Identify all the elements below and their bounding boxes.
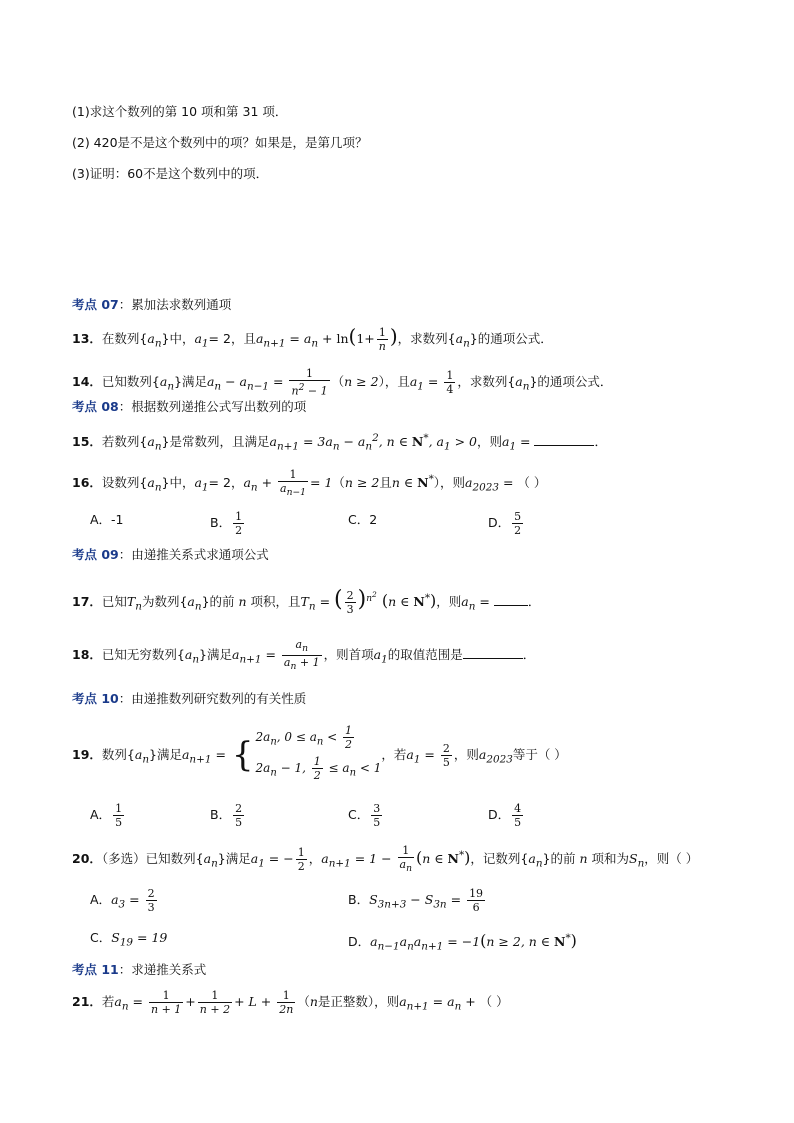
part-1: (1)求这个数列的第 10 项和第 31 项． (72, 104, 288, 119)
question-17: 17．已知$T_n$为数列$\{a_n\}$的前 n 项积，且$T_n$ = ( $\frac{2}{3}$ )$^{n^2}$ (n ∈ N*)，则$a_n$ = ． (72, 587, 541, 617)
q16-option-d[interactable]: D． $\frac{5}{2}$ (488, 510, 522, 537)
question-15: 15．若数列$\{a_n\}$是常数列，且满足$a_{n+1} = 3a_n - a_n^2$, n ∈ N*, $a_1 > 0$，则$a_1$ = ． (72, 432, 607, 453)
question-20: 20．（多选）已知数列$\{a_n\}$满足$a_1$ = − $\frac{1}{2}$ ，$a_{n+1} = 1$ − $\frac{1}{a_n}$ (n ∈ N*)，记数列$\{a_n\}$的前 n 项和为$S_n$，则（ ） (72, 844, 699, 875)
question-14: 14．已知数列$\{a_n\}$满足$a_n - a_{n-1}$ = $\frac{1}{n^2 - 1}$ （n ≥ 2），且$a_1$ = $\frac{1}{4}$ ，求数列$\{a_n\}$的通项公式． (72, 367, 613, 398)
section-07: 考点 07：累加法求数列通项 (72, 297, 232, 312)
q19-option-b[interactable]: B． $\frac{2}{5}$ (210, 802, 243, 829)
question-21: 21．若$a_n$ = $\frac{1}{n + 1}$ + $\frac{1}{n + 2}$ + L + $\frac{1}{2n}$ （n是正整数），则$a_{n+1} = a_n$ + （ ） (72, 989, 509, 1016)
section-09: 考点 09：由递推关系式求通项公式 (72, 547, 269, 562)
q16-option-a[interactable]: A．-1 (90, 512, 124, 527)
section-08: 考点 08：根据数列递推公式写出数列的项 (72, 399, 307, 414)
q20-option-b[interactable]: B．$S_{3n+3} - S_{3n}$ = $\frac{19}{6}$ (348, 887, 484, 914)
part-3: (3)证明：60不是这个数列中的项． (72, 166, 269, 181)
q19-option-d[interactable]: D． $\frac{4}{5}$ (488, 802, 522, 829)
question-19: 19．数列$\{a_n\}$满足$a_{n+1}$ = { $2a_n$, $0 \le a_n$ < $\frac{1}{2}$ $2a_n - 1$, $\frac{1}{2}$ ≤ $a_n < 1$ ，若$a_1$ = $\frac{2}{5}$ ，则$a_{2023}$等于（ ） (72, 724, 567, 783)
q16-option-b[interactable]: B． $\frac{1}{2}$ (210, 510, 243, 537)
q19-option-c[interactable]: C． $\frac{3}{5}$ (348, 802, 381, 829)
section-11: 考点 11：求递推关系式 (72, 962, 207, 977)
q16-option-c[interactable]: C．2 (348, 512, 378, 527)
answer-blank[interactable] (494, 593, 528, 606)
answer-blank[interactable] (463, 646, 523, 659)
q20-option-d[interactable]: D．$a_{n-1}a_na_{n+1} = -1(n \ge 2$, n ∈ N*) (348, 931, 577, 953)
q20-option-a[interactable]: A．$a_3$ = $\frac{2}{3}$ (90, 887, 155, 914)
question-16: 16．设数列$\{a_n\}$中，$a_1= 2$，$a_n$ + $\frac{1}{a_{n-1}}$ = 1（n ≥ 2且n ∈ N*），则$a_{2023}$ = （ ） (72, 468, 547, 499)
question-13: 13．在数列$\{a_n\}$中，$a_1= 2$，且$a_{n+1} = a_n + \ln(1+$ $\frac{1}{n}$ )，求数列$\{a_n\}$的通项公式． (72, 324, 553, 353)
q20-option-c[interactable]: C．$S_{19} = 19$ (90, 930, 168, 949)
question-18: 18．已知无穷数列$\{a_n\}$满足$a_{n+1}$ = $\frac{a_n}{a_n + 1}$ ，则首项$a_1$的取值范围是 ． (72, 638, 536, 673)
q19-option-a[interactable]: A． $\frac{1}{5}$ (90, 802, 123, 829)
answer-blank[interactable] (534, 433, 594, 446)
part-2: (2) 420是不是这个数列中的项？如果是，是第几项？ (72, 135, 368, 150)
section-10: 考点 10：由递推数列研究数列的有关性质 (72, 691, 307, 706)
